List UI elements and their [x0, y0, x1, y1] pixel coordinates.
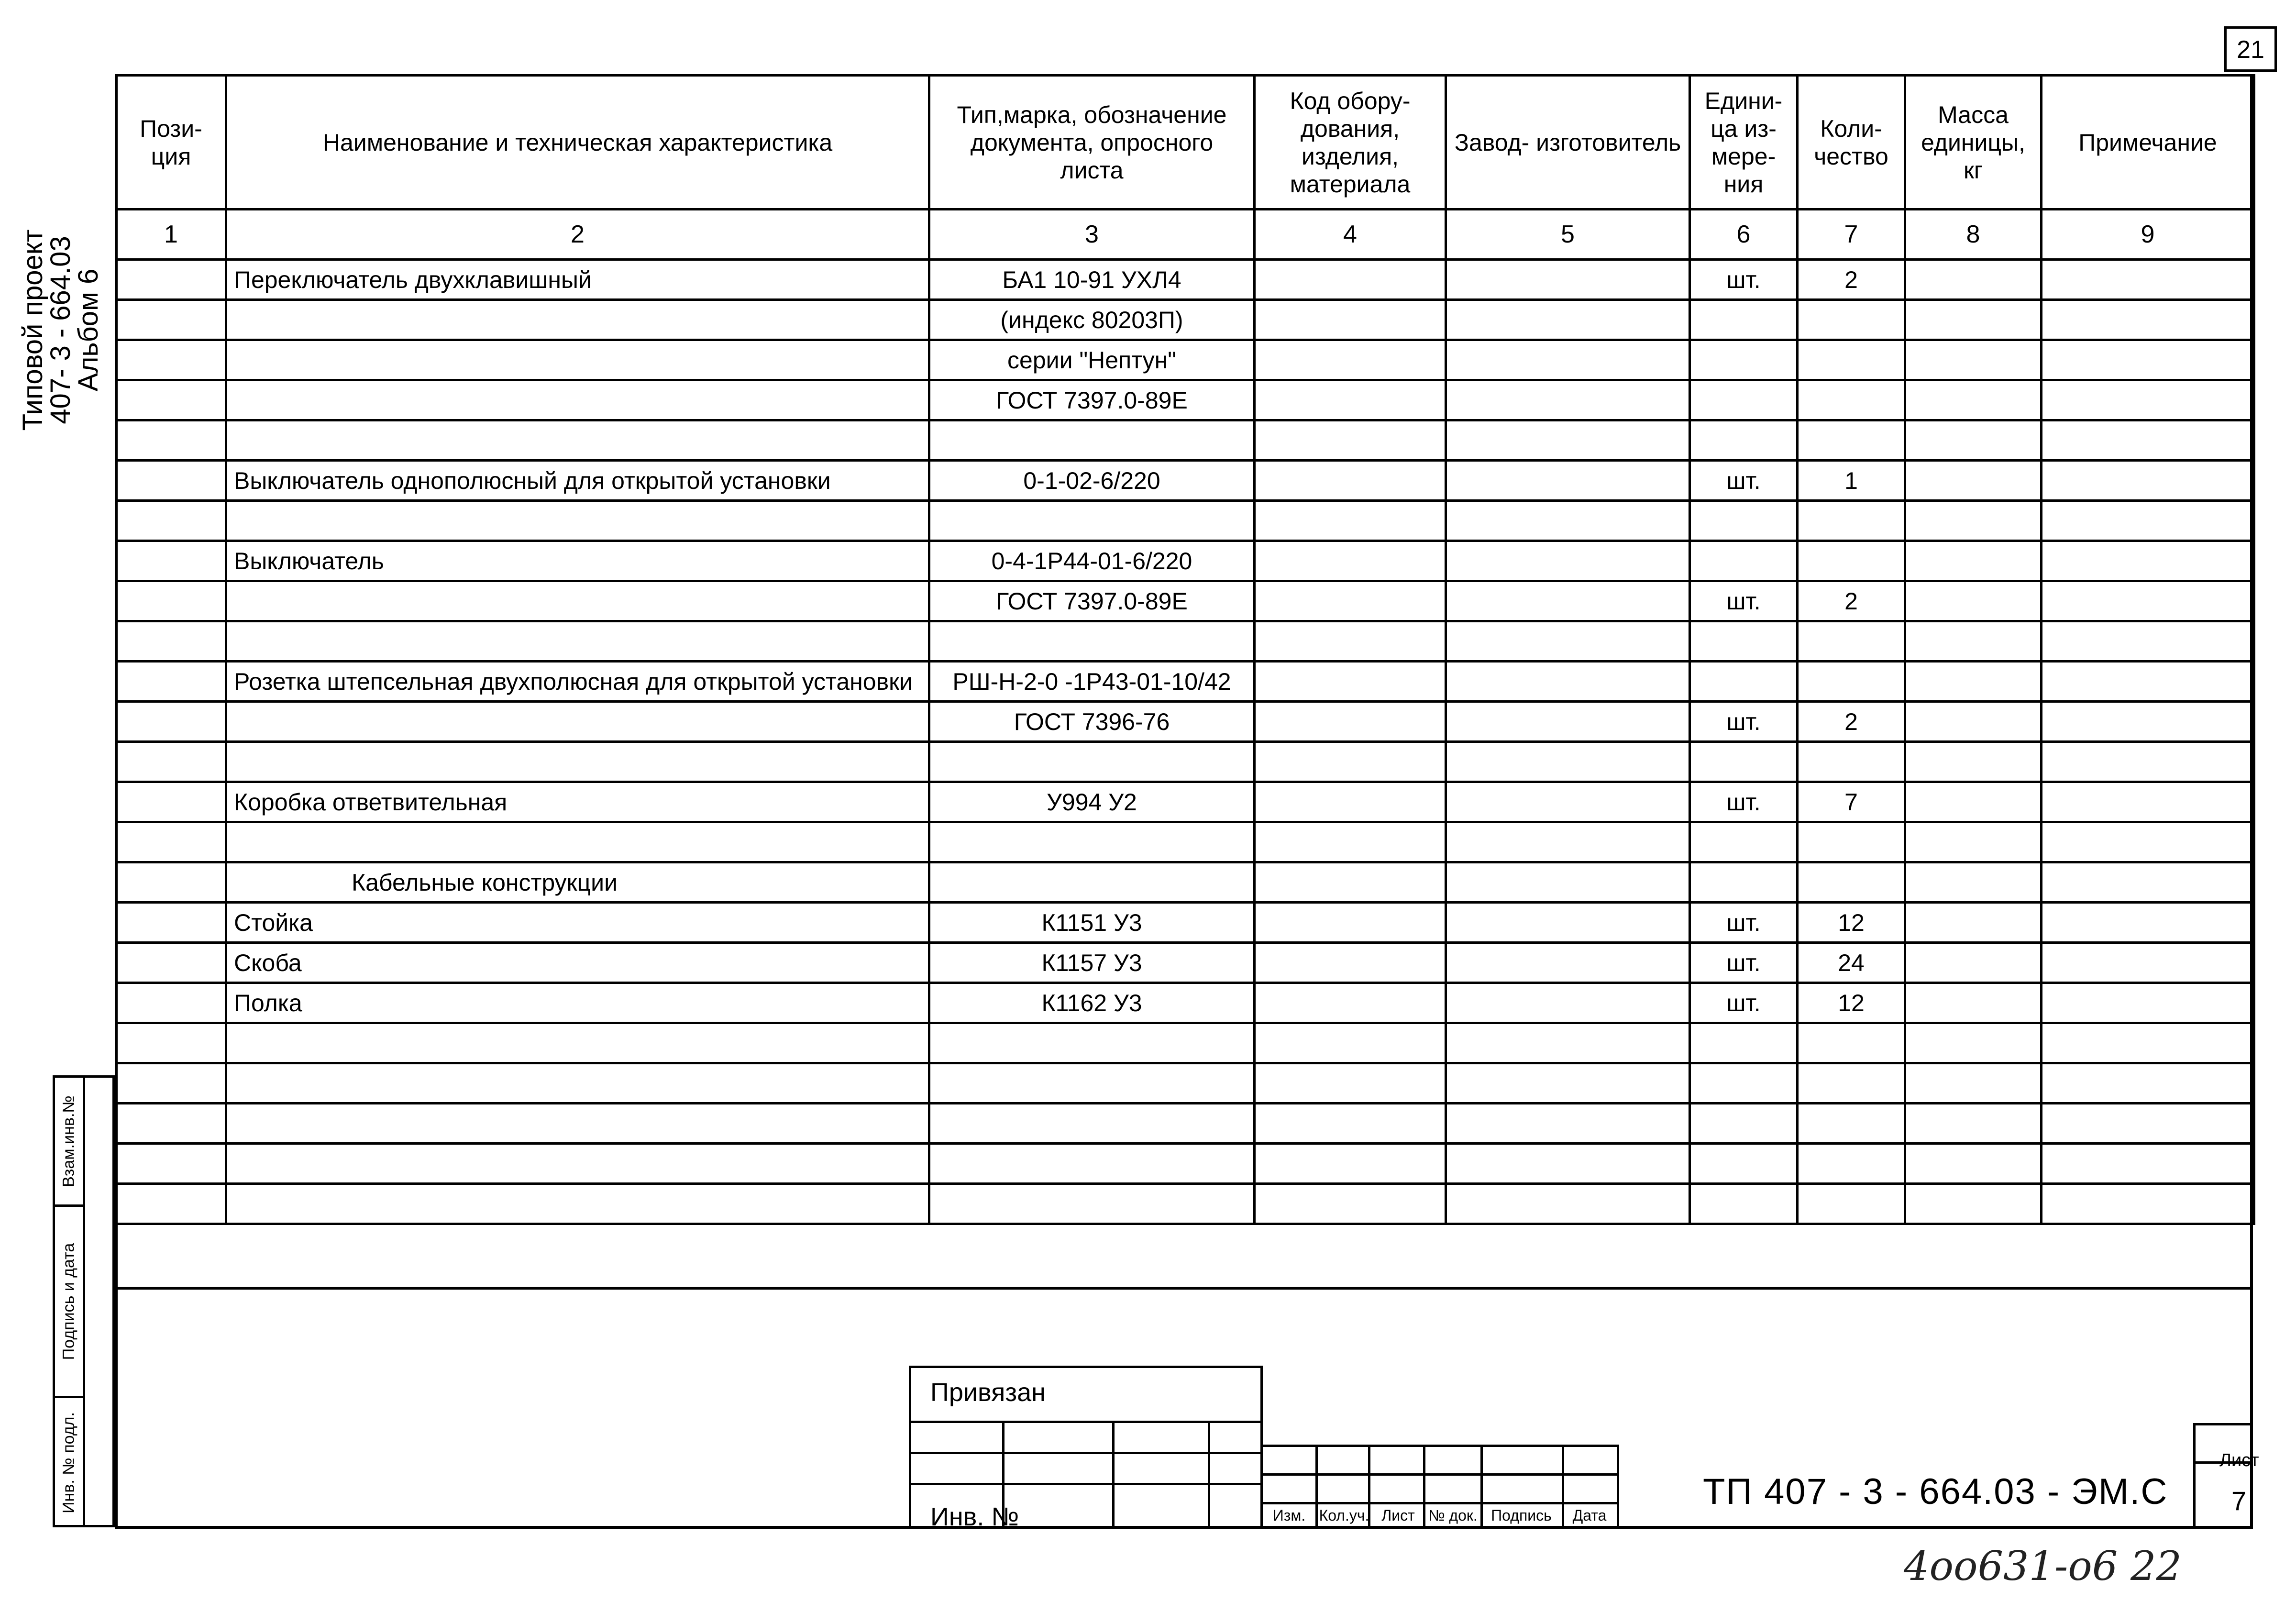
bound-line: [1208, 1421, 1210, 1528]
cell-quantity: 2: [1798, 702, 1905, 742]
cell-manufacturer: [1446, 260, 1690, 300]
bound-title: Привязан: [930, 1378, 1046, 1407]
cell-unit: шт.: [1690, 260, 1798, 300]
cell-position: [116, 782, 226, 822]
cell-name: Стойка: [226, 903, 929, 943]
cell-code: [1255, 1144, 1446, 1184]
cell-code: [1255, 742, 1446, 782]
table-row: [116, 260, 2254, 300]
cell-position: [116, 461, 226, 501]
cell-manufacturer: [1446, 822, 1690, 862]
cell-position: [116, 300, 226, 340]
cell-note: [2042, 1144, 2254, 1184]
cell-quantity: 2: [1798, 581, 1905, 621]
cell-note: [2042, 1184, 2254, 1224]
cell-manufacturer: [1446, 340, 1690, 380]
cell-type: ГОСТ 7397.0-89Е: [929, 380, 1255, 420]
cell-position: [116, 702, 226, 742]
cell-type: [929, 621, 1255, 662]
cell-quantity: [1798, 300, 1905, 340]
cell-name: [226, 702, 929, 742]
header-position: Пози- ция: [116, 76, 226, 210]
cell-mass: [1905, 862, 2042, 903]
cell-unit: шт.: [1690, 943, 1798, 983]
cell-note: [2042, 662, 2254, 702]
cell-type: [929, 1104, 1255, 1144]
cell-code: [1255, 983, 1446, 1023]
cell-code: [1255, 420, 1446, 461]
side-title-line1: Типовой проект: [17, 229, 48, 431]
cell-note: [2042, 822, 2254, 862]
cell-code: [1255, 1104, 1446, 1144]
cell-mass: [1905, 380, 2042, 420]
cell-manufacturer: [1446, 581, 1690, 621]
frame-table-bottom: [115, 1287, 2253, 1290]
cell-manufacturer: [1446, 1104, 1690, 1144]
cell-quantity: [1798, 1144, 1905, 1184]
cell-manufacturer: [1446, 742, 1690, 782]
header-manufacturer: Завод- изготовитель: [1446, 76, 1690, 210]
cell-mass: [1905, 420, 2042, 461]
cell-type: [929, 1144, 1255, 1184]
cell-name: [226, 1023, 929, 1063]
cell-mass: [1905, 501, 2042, 541]
cell-type: 0-4-1Р44-01-6/220: [929, 541, 1255, 581]
cell-type: [929, 822, 1255, 862]
cell-code: [1255, 903, 1446, 943]
cell-manufacturer: [1446, 300, 1690, 340]
cell-note: [2042, 260, 2254, 300]
cell-manufacturer: [1446, 541, 1690, 581]
cell-manufacturer: [1446, 420, 1690, 461]
cell-position: [116, 1184, 226, 1224]
cell-quantity: 1: [1798, 461, 1905, 501]
cell-manufacturer: [1446, 782, 1690, 822]
cell-name: Коробка ответвительная: [226, 782, 929, 822]
cell-name: Розетка штепсельная двухполюсная для открытой установки: [226, 662, 929, 702]
stamp-izm: Изм.: [1272, 1507, 1306, 1524]
cell-mass: [1905, 541, 2042, 581]
table-header-row: [116, 76, 2254, 210]
cell-manufacturer: [1446, 983, 1690, 1023]
cell-mass: [1905, 662, 2042, 702]
cell-position: [116, 420, 226, 461]
cell-unit: [1690, 621, 1798, 662]
cell-position: [116, 662, 226, 702]
cell-quantity: 2: [1798, 260, 1905, 300]
cell-note: [2042, 420, 2254, 461]
cell-quantity: [1798, 501, 1905, 541]
cell-name: Полка: [226, 983, 929, 1023]
cell-quantity: [1798, 420, 1905, 461]
cell-name: [226, 1144, 929, 1184]
cell-quantity: [1798, 621, 1905, 662]
cell-note: [2042, 501, 2254, 541]
specification-table: [115, 74, 2255, 1225]
cell-position: [116, 340, 226, 380]
cell-manufacturer: [1446, 621, 1690, 662]
cell-unit: [1690, 742, 1798, 782]
table-row: [116, 380, 2254, 420]
table-row: [116, 742, 2254, 782]
side-stamp-cell: [55, 1078, 83, 1207]
column-number: 8: [1905, 210, 2042, 260]
column-number: 6: [1690, 210, 1798, 260]
header-unit: Едини- ца из- мере- ния: [1690, 76, 1798, 210]
cell-mass: [1905, 1144, 2042, 1184]
cell-note: [2042, 581, 2254, 621]
cell-quantity: [1798, 1104, 1905, 1144]
cell-name: [226, 1063, 929, 1104]
cell-manufacturer: [1446, 1144, 1690, 1184]
cell-quantity: 24: [1798, 943, 1905, 983]
bound-line: [1112, 1421, 1115, 1528]
cell-code: [1255, 380, 1446, 420]
cell-type: [929, 1063, 1255, 1104]
cell-position: [116, 903, 226, 943]
cell-position: [116, 260, 226, 300]
header-note: Примечание: [2042, 76, 2254, 210]
cell-code: [1255, 1023, 1446, 1063]
cell-note: [2042, 983, 2254, 1023]
stamp-podpis: Подпись: [1491, 1507, 1552, 1524]
side-stamp-cell: [55, 1398, 83, 1527]
cell-name: [226, 501, 929, 541]
cell-type: [929, 420, 1255, 461]
cell-type: 0-1-02-6/220: [929, 461, 1255, 501]
cell-name: [226, 621, 929, 662]
column-number: 1: [116, 210, 226, 260]
cell-quantity: 12: [1798, 903, 1905, 943]
cell-unit: [1690, 1063, 1798, 1104]
cell-quantity: 7: [1798, 782, 1905, 822]
sheet-label: Лист: [2219, 1450, 2259, 1470]
cell-mass: [1905, 702, 2042, 742]
table-row: [116, 943, 2254, 983]
cell-code: [1255, 340, 1446, 380]
cell-position: [116, 862, 226, 903]
cell-unit: [1690, 1023, 1798, 1063]
cell-unit: шт.: [1690, 903, 1798, 943]
cell-mass: [1905, 621, 2042, 662]
cell-unit: [1690, 380, 1798, 420]
cell-quantity: [1798, 822, 1905, 862]
cell-code: [1255, 621, 1446, 662]
table-row: [116, 662, 2254, 702]
cell-type: [929, 862, 1255, 903]
cell-manufacturer: [1446, 702, 1690, 742]
cell-unit: [1690, 822, 1798, 862]
side-stamp-divider: [83, 1078, 85, 1525]
cell-name: [226, 742, 929, 782]
cell-type: К1157 У3: [929, 943, 1255, 983]
header-code: Код обору- дования, изделия, материала: [1255, 76, 1446, 210]
cell-mass: [1905, 340, 2042, 380]
cell-name: [226, 1184, 929, 1224]
cell-note: [2042, 340, 2254, 380]
cell-quantity: [1798, 541, 1905, 581]
cell-type: [929, 1023, 1255, 1063]
cell-mass: [1905, 782, 2042, 822]
cell-mass: [1905, 822, 2042, 862]
cell-type: РШ-Н-2-0 -1Р43-01-10/42: [929, 662, 1255, 702]
cell-name: [226, 420, 929, 461]
sheet-number: 7: [2231, 1486, 2247, 1516]
stamp-list: Лист: [1381, 1507, 1415, 1524]
cell-name: Кабельные конструкции: [226, 862, 929, 903]
cell-position: [116, 742, 226, 782]
stamp-kol-uch: Кол.уч.: [1319, 1507, 1369, 1524]
cell-unit: [1690, 1104, 1798, 1144]
column-number: 2: [226, 210, 929, 260]
cell-unit: [1690, 662, 1798, 702]
cell-note: [2042, 943, 2254, 983]
cell-quantity: [1798, 340, 1905, 380]
cell-code: [1255, 541, 1446, 581]
cell-unit: шт.: [1690, 581, 1798, 621]
header-quantity: Коли- чество: [1798, 76, 1905, 210]
header-mass: Масса единицы, кг: [1905, 76, 2042, 210]
header-name: Наименование и техническая характеристика: [226, 76, 929, 210]
cell-code: [1255, 300, 1446, 340]
table-row: [116, 862, 2254, 903]
cell-unit: [1690, 501, 1798, 541]
cell-mass: [1905, 461, 2042, 501]
cell-position: [116, 943, 226, 983]
column-number: 3: [929, 210, 1255, 260]
table-row: [116, 1144, 2254, 1184]
cell-code: [1255, 822, 1446, 862]
table-row: [116, 581, 2254, 621]
table-row: [116, 541, 2254, 581]
cell-position: [116, 1104, 226, 1144]
table-row: [116, 420, 2254, 461]
cell-position: [116, 501, 226, 541]
stamp-data: Дата: [1572, 1507, 1607, 1524]
side-title-line3: Альбом 6: [73, 268, 104, 392]
table-row: [116, 300, 2254, 340]
cell-manufacturer: [1446, 501, 1690, 541]
cell-code: [1255, 782, 1446, 822]
cell-code: [1255, 662, 1446, 702]
cell-unit: шт.: [1690, 461, 1798, 501]
side-stamp-cell: [55, 1207, 83, 1398]
cell-note: [2042, 782, 2254, 822]
cell-position: [116, 621, 226, 662]
column-number: 5: [1446, 210, 1690, 260]
cell-position: [116, 1144, 226, 1184]
cell-position: [116, 1063, 226, 1104]
column-number: 9: [2042, 210, 2254, 260]
table-body: [116, 260, 2254, 1224]
side-stamp: [53, 1075, 115, 1527]
cell-note: [2042, 380, 2254, 420]
cell-mass: [1905, 300, 2042, 340]
cell-type: БА1 10-91 УХЛ4: [929, 260, 1255, 300]
cell-type: К1151 У3: [929, 903, 1255, 943]
cell-position: [116, 581, 226, 621]
table-row: [116, 461, 2254, 501]
cell-note: [2042, 541, 2254, 581]
cell-note: [2042, 621, 2254, 662]
cell-code: [1255, 943, 1446, 983]
cell-mass: [1905, 1184, 2042, 1224]
table-row: [116, 1023, 2254, 1063]
cell-position: [116, 541, 226, 581]
cell-manufacturer: [1446, 1023, 1690, 1063]
cell-position: [116, 1023, 226, 1063]
cell-code: [1255, 581, 1446, 621]
cell-unit: [1690, 1184, 1798, 1224]
cell-note: [2042, 702, 2254, 742]
cell-name: [226, 340, 929, 380]
cell-name: Переключатель двухклавишный: [226, 260, 929, 300]
cell-type: К1162 У3: [929, 983, 1255, 1023]
column-number: 7: [1798, 210, 1905, 260]
cell-mass: [1905, 903, 2042, 943]
table-row: [116, 702, 2254, 742]
cell-manufacturer: [1446, 1063, 1690, 1104]
cell-position: [116, 822, 226, 862]
cell-unit: шт.: [1690, 983, 1798, 1023]
cell-unit: шт.: [1690, 702, 1798, 742]
cell-unit: [1690, 340, 1798, 380]
table-row: [116, 340, 2254, 380]
cell-unit: [1690, 862, 1798, 903]
page-number: 21: [2224, 26, 2277, 72]
cell-manufacturer: [1446, 862, 1690, 903]
table-row: [116, 903, 2254, 943]
side-stamp-inv-original: Инв. № подл.: [59, 1412, 78, 1513]
table-row: [116, 822, 2254, 862]
column-number-row: [116, 210, 2254, 260]
cell-quantity: [1798, 862, 1905, 903]
column-number: 4: [1255, 210, 1446, 260]
inv-label: Инв. №: [930, 1502, 1019, 1531]
cell-name: [226, 300, 929, 340]
cell-manufacturer: [1446, 903, 1690, 943]
cell-name: [226, 822, 929, 862]
cell-mass: [1905, 742, 2042, 782]
cell-manufacturer: [1446, 461, 1690, 501]
cell-unit: [1690, 1144, 1798, 1184]
cell-mass: [1905, 943, 2042, 983]
cell-note: [2042, 1023, 2254, 1063]
cell-mass: [1905, 1023, 2042, 1063]
cell-code: [1255, 1184, 1446, 1224]
cell-code: [1255, 1063, 1446, 1104]
cell-manufacturer: [1446, 1184, 1690, 1224]
table-row: [116, 1063, 2254, 1104]
cell-type: серии "Нептун": [929, 340, 1255, 380]
cell-type: (индекс 80203П): [929, 300, 1255, 340]
cell-manufacturer: [1446, 662, 1690, 702]
cell-note: [2042, 461, 2254, 501]
cell-mass: [1905, 1104, 2042, 1144]
cell-mass: [1905, 983, 2042, 1023]
cell-mass: [1905, 581, 2042, 621]
cell-name: [226, 380, 929, 420]
table-row: [116, 782, 2254, 822]
table-row: [116, 621, 2254, 662]
cell-note: [2042, 300, 2254, 340]
table-row: [116, 1104, 2254, 1144]
cell-mass: [1905, 1063, 2042, 1104]
side-stamp-signature-date: Подпись и дата: [59, 1243, 78, 1360]
cell-position: [116, 983, 226, 1023]
cell-position: [116, 380, 226, 420]
cell-name: Скоба: [226, 943, 929, 983]
cell-type: [929, 501, 1255, 541]
cell-unit: [1690, 420, 1798, 461]
cell-note: [2042, 903, 2254, 943]
table-row: [116, 1184, 2254, 1224]
cell-name: Выключатель однополюсный для открытой установки: [226, 461, 929, 501]
cell-note: [2042, 862, 2254, 903]
cell-code: [1255, 461, 1446, 501]
cell-quantity: [1798, 1023, 1905, 1063]
cell-quantity: 12: [1798, 983, 1905, 1023]
handwritten-note: 4оо631-о6 22: [1904, 1543, 2182, 1590]
table-row: [116, 983, 2254, 1023]
cell-type: ГОСТ 7396-76: [929, 702, 1255, 742]
cell-code: [1255, 501, 1446, 541]
side-stamp-replace-inv: Взам.инв.№: [59, 1095, 78, 1187]
cell-quantity: [1798, 662, 1905, 702]
cell-manufacturer: [1446, 943, 1690, 983]
side-title-line2: 407- 3 - 664.03: [45, 236, 76, 424]
cell-code: [1255, 702, 1446, 742]
cell-quantity: [1798, 1184, 1905, 1224]
cell-unit: [1690, 541, 1798, 581]
cell-type: У994 У2: [929, 782, 1255, 822]
cell-quantity: [1798, 742, 1905, 782]
cell-unit: шт.: [1690, 782, 1798, 822]
cell-quantity: [1798, 1063, 1905, 1104]
cell-manufacturer: [1446, 380, 1690, 420]
cell-mass: [1905, 260, 2042, 300]
cell-note: [2042, 1104, 2254, 1144]
cell-note: [2042, 1063, 2254, 1104]
stamp-n-dok: № док.: [1428, 1507, 1478, 1524]
cell-quantity: [1798, 380, 1905, 420]
cell-name: [226, 581, 929, 621]
cell-unit: [1690, 300, 1798, 340]
table-row: [116, 501, 2254, 541]
cell-note: [2042, 742, 2254, 782]
cell-type: [929, 1184, 1255, 1224]
cell-name: Выключатель: [226, 541, 929, 581]
cell-type: [929, 742, 1255, 782]
cell-code: [1255, 260, 1446, 300]
cell-name: [226, 1104, 929, 1144]
cell-code: [1255, 862, 1446, 903]
document-code: ТП 407 - 3 - 664.03 - ЭМ.С: [1703, 1471, 2168, 1512]
header-type: Тип,марка, обозначение документа, опросного листа: [929, 76, 1255, 210]
cell-type: ГОСТ 7397.0-89Е: [929, 581, 1255, 621]
